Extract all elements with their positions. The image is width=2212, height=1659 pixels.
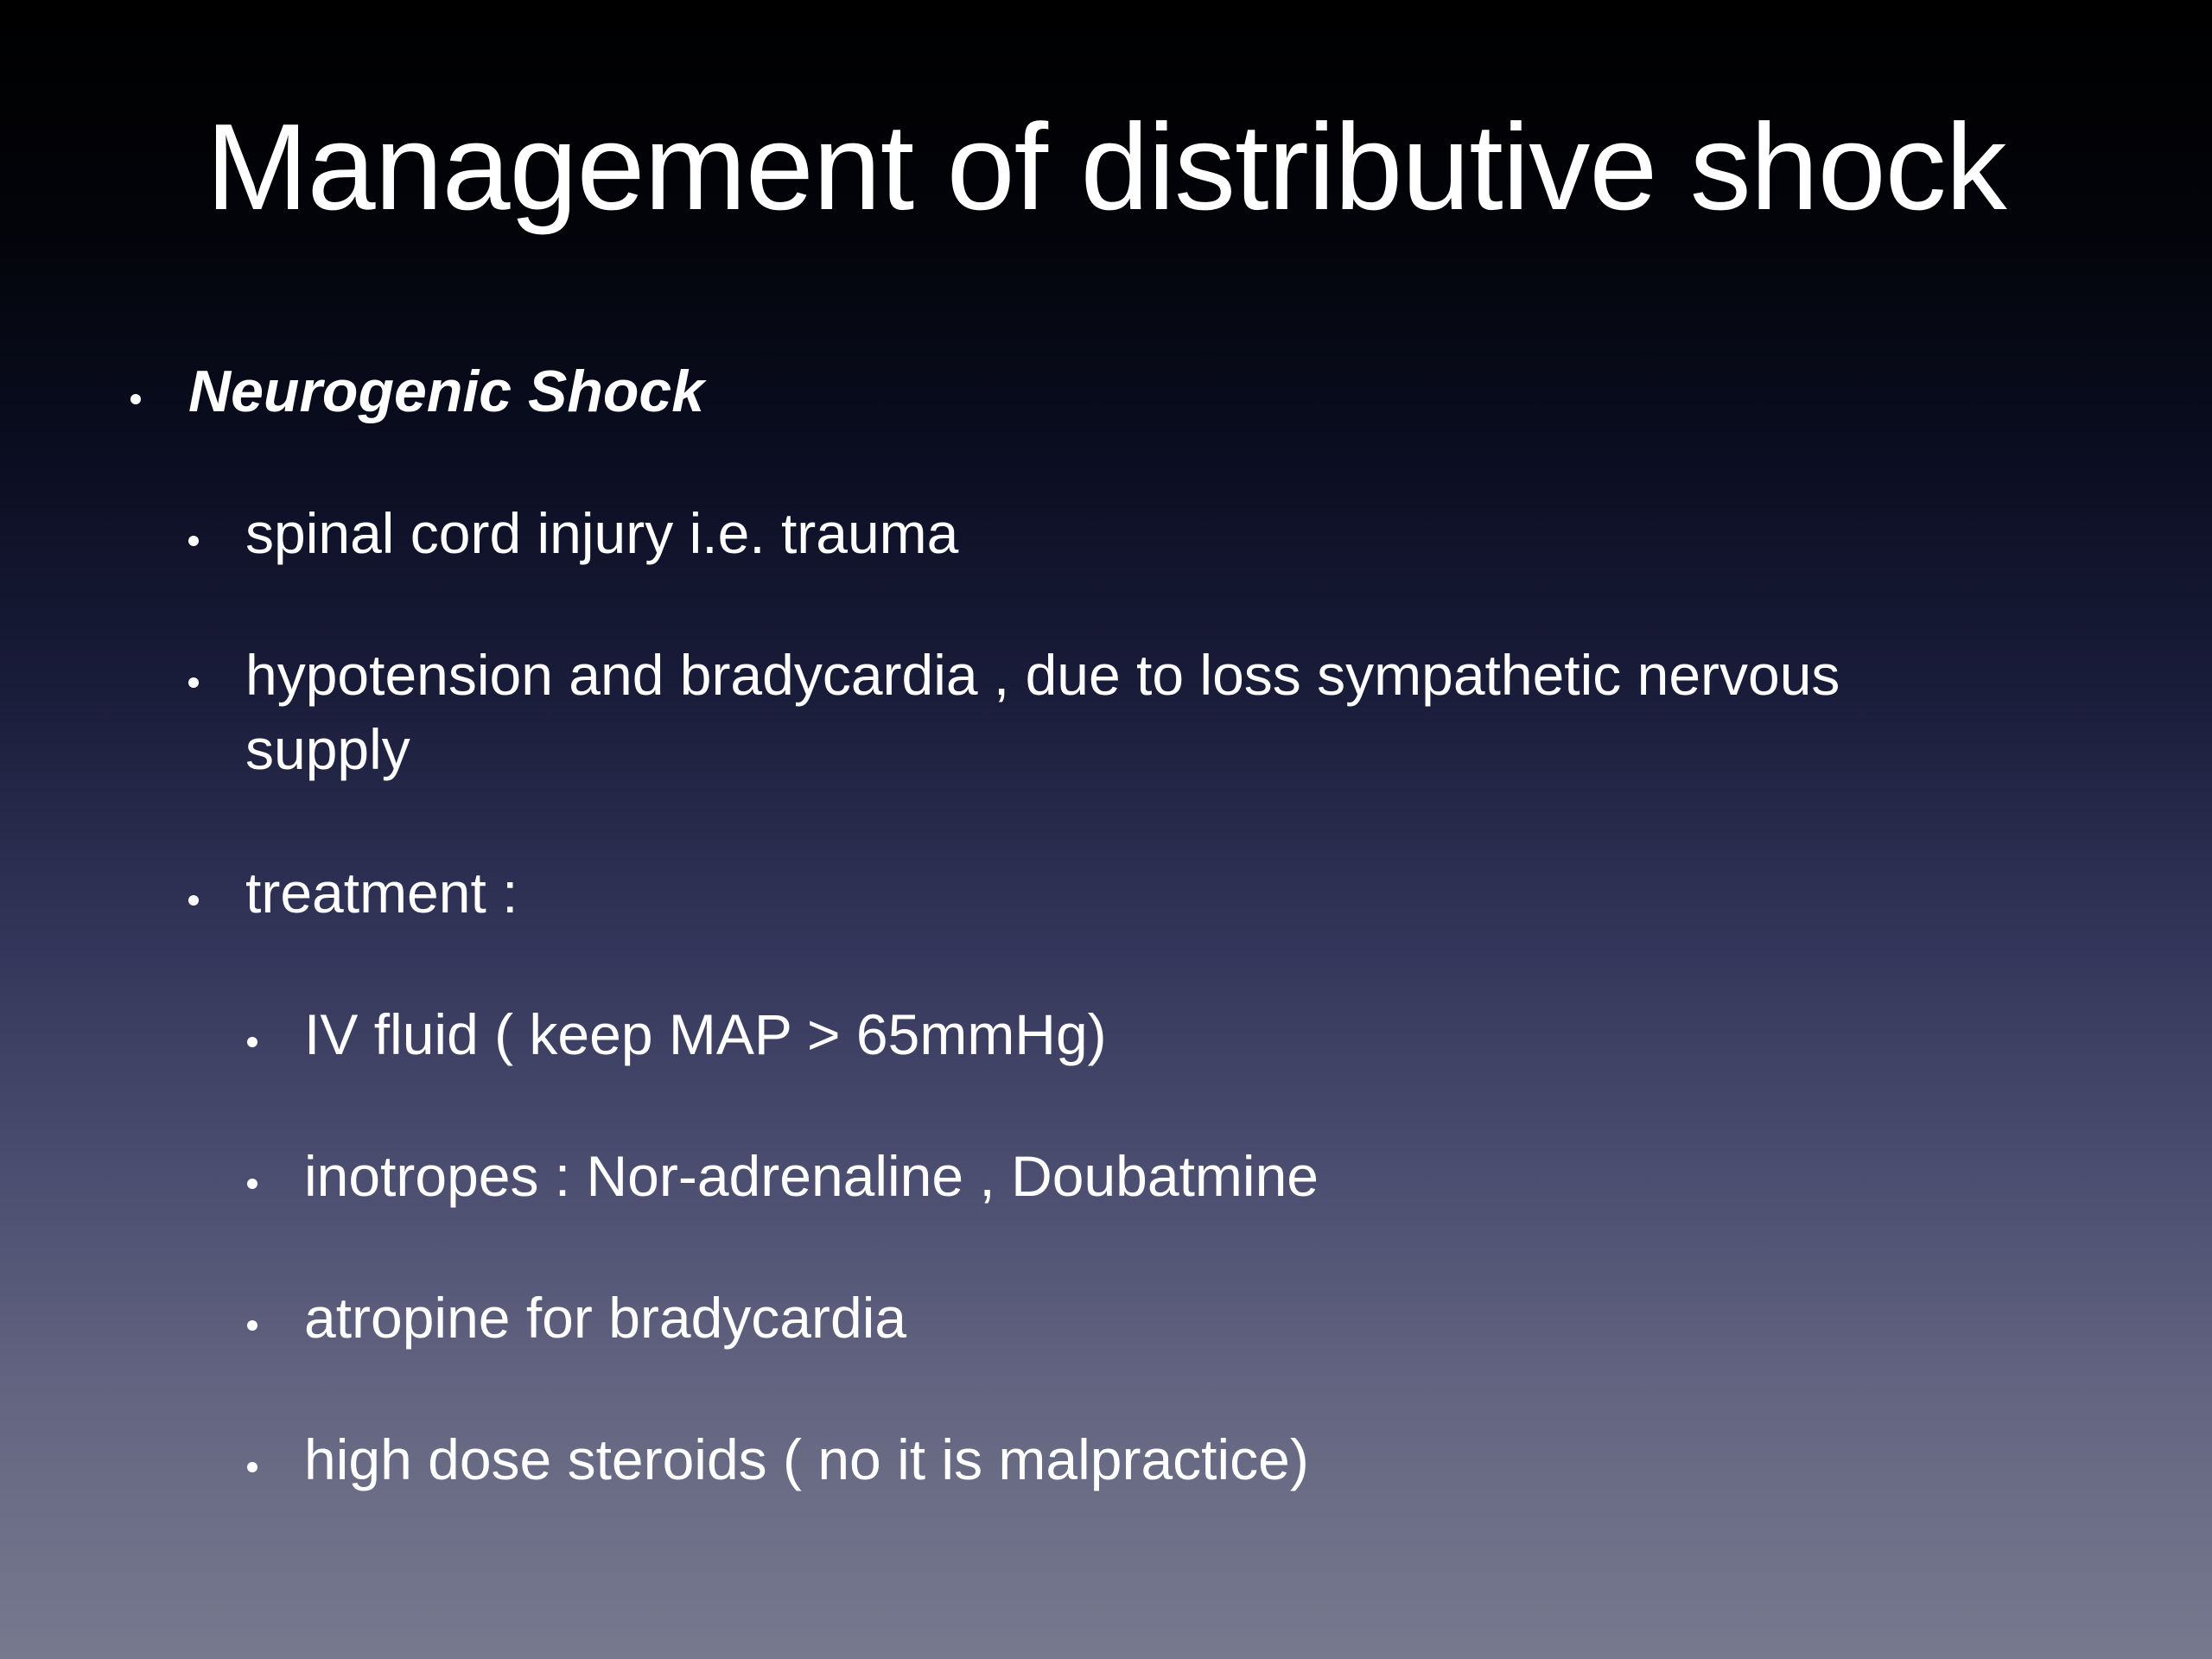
bullet-text: treatment : xyxy=(245,861,518,925)
bullet-dot-icon xyxy=(188,677,199,688)
bullet-text: atropine for bradycardia xyxy=(304,1286,907,1350)
bullet-text: high dose steroids ( no it is malpractice) xyxy=(304,1427,1309,1491)
bullet-text: IV fluid ( keep MAP > 65mmHg) xyxy=(304,1002,1107,1066)
slide-title: Management of distributive shock xyxy=(206,99,2006,236)
bullet-text: inotropes : Nor-adrenaline , Doubatmine xyxy=(304,1144,1319,1208)
bullet-text: spinal cord injury i.e. trauma xyxy=(245,501,959,565)
bullet-dot-icon xyxy=(247,1462,257,1472)
bullet-text: Neurogenic Shock xyxy=(188,359,705,424)
bullet-dot-icon xyxy=(247,1037,257,1047)
bullet-dot-icon xyxy=(188,536,199,546)
bullet-dot-icon xyxy=(247,1179,257,1189)
bullet-dot-icon xyxy=(130,394,141,404)
bullet-dot-icon xyxy=(188,895,199,906)
bullet-dot-icon xyxy=(247,1320,257,1331)
bullet-text: hypotension and bradycardia , due to loss sympathetic nervous supply xyxy=(245,643,1840,781)
